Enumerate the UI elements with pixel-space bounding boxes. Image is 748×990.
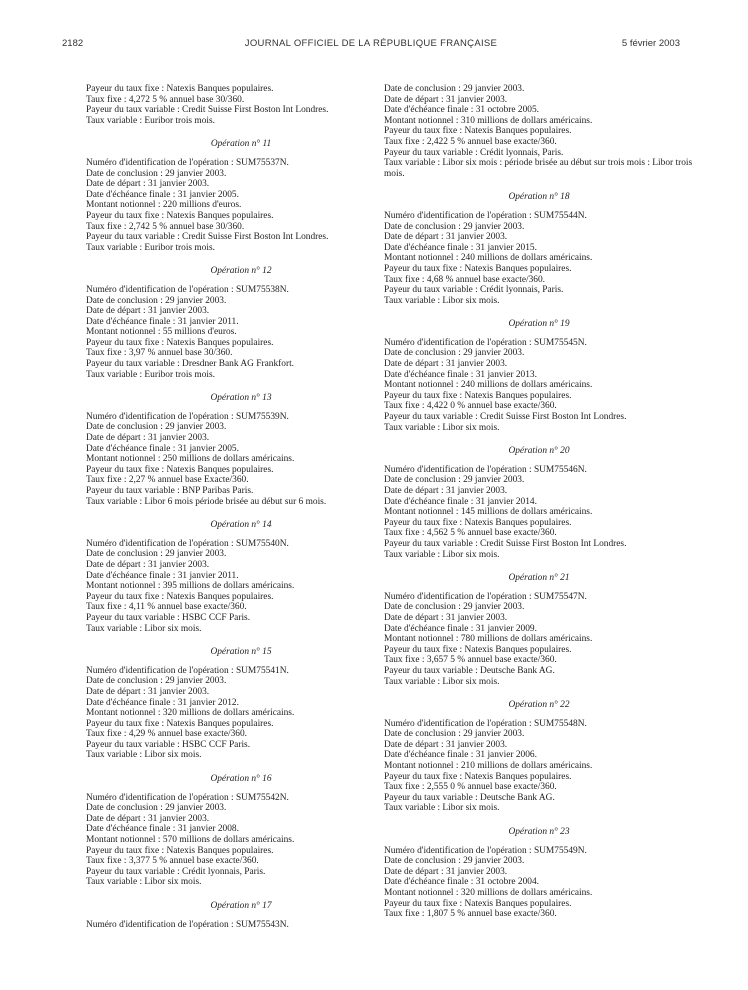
operation-line: Date de conclusion : 29 janvier 2003. [384,475,525,486]
operation-title: Opération n° 23 [508,827,570,838]
operation-line: Payeur du taux fixe : Natexis Banques populaires. [86,464,274,475]
operation-line: Montant notionnel : 55 millions d'euros. [86,327,237,338]
operation-line: Montant notionnel : 780 millions de dollars américains. [384,634,593,645]
operation-line: Numéro d'identification de l'opération : SUM75543N. [86,919,289,930]
operation-line: Taux variable : Libor six mois. [384,295,500,306]
operation-line: Date d'échéance finale : 31 octobre 2004. [384,877,540,888]
operation-line: Date d'échéance finale : 31 janvier 2005. [86,443,239,454]
operation-line: Date de départ : 31 janvier 2003. [86,433,210,444]
operation-line: Taux variable : Libor six mois. [86,877,202,888]
operation-line: Date d'échéance finale : 31 janvier 2015. [384,242,537,253]
text-line: Payeur du taux variable : Credit Suisse First Boston Int Londres. [86,105,329,116]
operation-line: Montant notionnel : 145 millions de dollars américains. [384,507,593,518]
operation-section [384,700,694,814]
text-line: Taux variable : Libor six mois : période brisée au début sur trois mois : Libor trois mois. [384,158,693,179]
operation-line: Taux variable : Euribor trois mois. [86,242,216,253]
operation-line: Taux fixe : 2,742 5 % annuel base 30/360. [86,221,245,232]
operation-line: Payeur du taux variable : Deutsche Bank AG. [384,792,555,803]
operation-line: Date de départ : 31 janvier 2003. [384,232,508,243]
text-line: Payeur du taux fixe : Natexis Banques populaires. [86,84,274,94]
operation-line: Date de conclusion : 29 janvier 2003. [86,676,227,687]
operation-line: Date de départ : 31 janvier 2003. [384,486,508,496]
operation-line: Numéro d'identification de l'opération : SUM75539N. [86,411,289,422]
operation-line: Payeur du taux variable : Crédit lyonnais, Paris. [86,866,266,877]
publication-date: 5 février 2003 [621,38,680,49]
operation-line: Taux fixe : 4,11 % annuel base exacte/360. [86,602,247,613]
operation-line: Date de départ : 31 janvier 2003. [86,306,210,317]
operation-line: Taux fixe : 3,377 5 % annuel base exacte/360. [86,856,259,867]
operation-line: Montant notionnel : 570 millions de dollars américains. [86,835,295,846]
operation-line: Numéro d'identification de l'opération : SUM75548N. [384,718,587,729]
operation-line: Taux fixe : 2,555 0 % annuel base exacte/360. [384,782,557,793]
page-number: 2182 [62,38,84,49]
operation-line: Date d'échéance finale : 31 janvier 2005. [86,189,239,200]
operation-line: Payeur du taux variable : Credit Suisse First Boston Int Londres. [384,538,627,549]
operation-line: Payeur du taux fixe : Natexis Banques populaires. [86,337,274,348]
operation-line: Date de conclusion : 29 janvier 2003. [86,168,227,179]
operation-line: Montant notionnel : 395 millions de dollars américains. [86,581,295,592]
operation-line: Payeur du taux fixe : Natexis Banques populaires. [384,390,572,401]
operation-line: Numéro d'identification de l'opération : SUM75546N. [384,464,587,475]
operation-title: Opération n° 15 [210,647,272,658]
operation-line: Taux fixe : 4,562 5 % annuel base exacte/360. [384,528,557,539]
operation-title: Opération n° 14 [210,520,272,531]
text-line: Taux fixe : 4,272 5 % annuel base 30/360. [86,94,245,105]
operation-line: Payeur du taux fixe : Natexis Banques populaires. [384,263,572,274]
operation-line: Date de conclusion : 29 janvier 2003. [384,348,525,359]
operation-line: Taux fixe : 1,807 5 % annuel base exacte/360. [384,909,557,920]
operation-line: Date d'échéance finale : 31 janvier 2006. [384,750,537,761]
text-line: Taux variable : Euribor trois mois. [86,115,216,126]
operation-section [86,647,396,761]
page-header [62,38,680,52]
operation-line: Numéro d'identification de l'opération : SUM75541N. [86,665,289,676]
operation-line: Date de conclusion : 29 janvier 2003. [86,803,227,814]
operation-section [384,446,694,560]
operation-line: Numéro d'identification de l'opération : SUM75542N. [86,792,289,803]
operation-line: Numéro d'identification de l'opération : SUM75538N. [86,284,289,295]
operation-line: Montant notionnel : 210 millions de dollars américains. [384,761,593,772]
text-line: Payeur du taux fixe : Natexis Banques populaires. [384,126,572,137]
operation-line: Date de conclusion : 29 janvier 2003. [86,549,227,560]
operation-line: Date d'échéance finale : 31 janvier 2008. [86,824,239,835]
operation-line: Payeur du taux variable : Dresdner Bank AG Frankfort. [86,359,295,370]
operation-line: Date de conclusion : 29 janvier 2003. [384,602,525,613]
operation-line: Payeur du taux variable : HSBC CCF Paris. [86,739,251,750]
operation-line: Taux variable : Euribor trois mois. [86,369,216,380]
operation-title: Opération n° 17 [210,901,272,911]
operation-line: Taux fixe : 4,29 % annuel base exacte/360. [86,729,248,740]
operation-line: Payeur du taux fixe : Natexis Banques populaires. [384,898,572,909]
operation-title: Opération n° 21 [508,573,570,584]
operation-line: Taux fixe : 4,68 % annuel base exacte/360. [384,274,546,285]
operation-section [384,192,694,306]
right-column [384,84,694,920]
operation-line: Payeur du taux variable : Deutsche Bank AG. [384,665,555,676]
operation-line: Payeur du taux variable : Credit Suisse First Boston Int Londres. [86,232,329,243]
operation-line: Date de conclusion : 29 janvier 2003. [384,221,525,232]
operation-line: Payeur du taux fixe : Natexis Banques populaires. [384,771,572,782]
operation-line: Numéro d'identification de l'opération : SUM75549N. [384,845,587,856]
operation-section [384,827,694,920]
operation-title: Opération n° 12 [210,266,272,277]
operation-line: Montant notionnel : 220 millions d'euros. [86,200,242,211]
operation-line: Date d'échéance finale : 31 janvier 2012. [86,697,239,708]
operation-line: Montant notionnel : 240 millions de dollars américains. [384,253,593,264]
operation-line: Montant notionnel : 250 millions de dollars américains. [86,454,295,465]
operation-title: Opération n° 19 [508,319,570,330]
operation-line: Date d'échéance finale : 31 janvier 2011. [86,570,239,581]
operation-title: Opération n° 16 [210,774,272,785]
operation-line: Date d'échéance finale : 31 janvier 2014. [384,496,537,507]
operation-line: Date de conclusion : 29 janvier 2003. [384,856,525,867]
operation-section [86,139,396,253]
operation-line: Date de conclusion : 29 janvier 2003. [86,422,227,433]
text-line: Date de départ : 31 janvier 2003. [384,94,508,105]
operation-line: Montant notionnel : 320 millions de dollars américains. [86,708,295,719]
journal-title: JOURNAL OFFICIEL DE LA RÉPUBLIQUE FRANÇAISE [244,38,498,49]
operation-title: Opération n° 13 [210,393,272,404]
operation-line: Payeur du taux fixe : Natexis Banques populaires. [86,845,274,856]
operation-line: Payeur du taux variable : Credit Suisse First Boston Int Londres. [384,412,627,423]
operation-line: Taux variable : Libor six mois. [384,803,500,814]
operation-title: Opération n° 20 [508,446,570,457]
operation-line: Date de départ : 31 janvier 2003. [86,813,210,824]
operation-line: Taux fixe : 3,97 % annuel base 30/360. [86,348,233,359]
operation-section [86,774,396,888]
operation-line: Date de départ : 31 janvier 2003. [86,179,210,190]
left-column [86,84,396,930]
operation-line: Date de conclusion : 29 janvier 2003. [86,295,227,306]
operation-line: Date de départ : 31 janvier 2003. [384,866,508,877]
operation-line: Date de départ : 31 janvier 2003. [384,612,508,623]
operation-title: Opération n° 22 [508,700,570,711]
operation-line: Numéro d'identification de l'opération : SUM75537N. [86,157,289,168]
operation-line: Date de départ : 31 janvier 2003. [384,359,508,370]
text-line: Payeur du taux variable : Crédit lyonnais, Paris. [384,147,564,158]
operation-line: Numéro d'identification de l'opération : SUM75544N. [384,210,587,221]
operation-line: Taux fixe : 2,27 % annuel base Exacte/360. [86,475,249,486]
operation-line: Payeur du taux variable : Crédit lyonnais, Paris. [384,285,564,296]
operation-line: Taux fixe : 3,657 5 % annuel base exacte/360. [384,655,557,666]
operation-section [384,573,694,687]
operation-line: Taux variable : Libor six mois. [384,676,500,687]
operation-line: Taux variable : Libor six mois. [86,750,202,761]
operation-line: Montant notionnel : 240 millions de dollars américains. [384,380,593,391]
operation-title: Opération n° 18 [508,192,570,203]
operation-section [86,266,396,380]
operation-line: Date de départ : 31 janvier 2003. [86,686,210,697]
operation-line: Taux variable : Libor 6 mois période brisée au début sur 6 mois. [86,496,327,507]
operation-line: Payeur du taux variable : HSBC CCF Paris. [86,612,251,623]
operation-line: Date d'échéance finale : 31 janvier 2011. [86,316,239,327]
text-line: Montant notionnel : 310 millions de dollars américains. [384,115,593,126]
operation-line: Date d'échéance finale : 31 janvier 2009. [384,623,537,634]
operation-line: Payeur du taux fixe : Natexis Banques populaires. [384,517,572,528]
operation-line: Date de départ : 31 janvier 2003. [384,739,508,750]
operation-line: Taux variable : Libor six mois. [384,549,500,560]
operation-line: Date d'échéance finale : 31 janvier 2013. [384,369,537,380]
operation-line: Numéro d'identification de l'opération : SUM75540N. [86,538,289,549]
operation-line: Numéro d'identification de l'opération : SUM75547N. [384,591,587,602]
operation-line: Payeur du taux fixe : Natexis Banques populaires. [86,591,274,602]
operation-line: Payeur du taux variable : BNP Paribas Paris. [86,486,254,496]
operation-line: Payeur du taux fixe : Natexis Banques populaires. [384,644,572,655]
operation-section [86,520,396,634]
operation-section [86,901,396,930]
operation-section [86,393,396,507]
operation-line: Payeur du taux fixe : Natexis Banques populaires. [86,210,274,221]
operation-line: Taux variable : Libor six mois. [86,623,202,634]
text-line: Date de conclusion : 29 janvier 2003. [384,84,525,94]
text-line: Date d'échéance finale : 31 octobre 2005. [384,105,540,116]
operation-line: Payeur du taux fixe : Natexis Banques populaires. [86,718,274,729]
operation-line: Taux variable : Libor six mois. [384,422,500,433]
operation-line: Numéro d'identification de l'opération : SUM75545N. [384,337,587,348]
operation-line: Montant notionnel : 320 millions de dollars américains. [384,888,593,898]
text-line: Taux fixe : 2,422 5 % annuel base exacte/360. [384,136,557,147]
operation-line: Date de départ : 31 janvier 2003. [86,559,210,570]
operation-line: Taux fixe : 4,422 0 % annuel base exacte/360. [384,401,557,412]
operation-line: Date de conclusion : 29 janvier 2003. [384,729,525,740]
operation-title: Opération n° 11 [210,139,272,150]
operation-section [384,319,694,433]
